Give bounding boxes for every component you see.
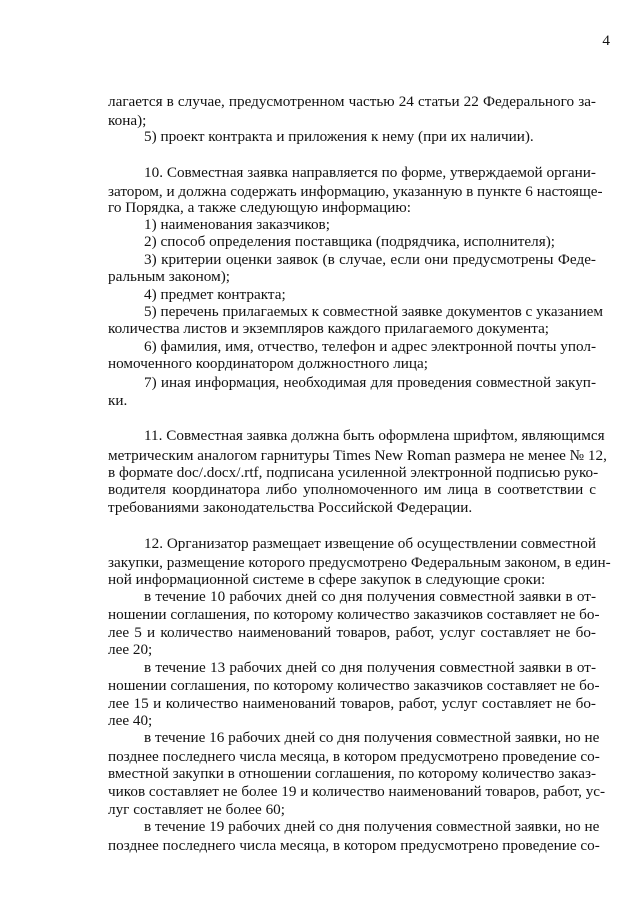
text-line: 3) критерии оценки заявок (в случае, если они предусмотрены Феде- [144,251,596,268]
page-number: 4 [602,32,610,49]
text-line: 12. Организатор размещает извещение об осуществлении совместной [144,535,596,552]
text-line: 5) перечень прилагаемых к совместной заявке документов с указанием [144,303,603,320]
text-line: вместной закупки в отношении соглашения, по которому количество заказ- [108,765,596,782]
text-line: лее 5 и количество наименований товаров, работ, услуг составляет не бо- [108,624,596,641]
text-line: ношении соглашения, по которому количество заказчиков составляет не бо- [108,606,600,623]
text-line: позднее последнего числа месяца, в котором предусмотрено проведение со- [108,837,600,854]
text-line: метрическим аналогом гарнитуры Times New Roman размера не менее № 12, [108,447,607,464]
text-line: в течение 10 рабочих дней со дня получения совместной заявки в от- [144,588,596,605]
text-line: в течение 16 рабочих дней со дня получения совместной заявки, но не [144,729,600,746]
text-line: 7) иная информация, необходимая для проведения совместной закуп- [144,374,596,391]
text-line: чиков составляет не более 19 и количество наименований товаров, работ, ус- [108,783,606,800]
text-line: закупки, размещение которого предусмотрено Федеральным законом, в един- [108,554,611,571]
text-line: 4) предмет контракта; [144,286,286,303]
text-line: лагается в случае, предусмотренном частью 24 статьи 22 Федерального за- [108,93,596,110]
text-line: лее 15 и количество наименований товаров, работ, услуг составляет не бо- [108,695,596,712]
text-line: 10. Совместная заявка направляется по форме, утверждаемой органи- [144,164,596,181]
text-line: количества листов и экземпляров каждого прилагаемого документа; [108,320,550,337]
text-line: в течение 13 рабочих дней со дня получения совместной заявки в от- [144,659,596,676]
text-line: ральным законом); [108,268,230,285]
text-line: в течение 19 рабочих дней со дня получения совместной заявки, но не [144,818,600,835]
text-line: 2) способ определения поставщика (подрядчика, исполнителя); [144,233,555,250]
text-line: затором, и должна содержать информацию, указанную в пункте 6 настояще- [108,183,603,200]
text-line: требованиями законодательства Российской Федерации. [108,499,473,516]
text-line: го Порядка, а также следующую информацию: [108,199,411,216]
text-line: ношении соглашения, по которому количество заказчиков составляет не бо- [108,677,600,694]
text-line: луг составляет не более 60; [108,801,285,818]
text-line: лее 20; [108,641,153,658]
text-line: 11. Совместная заявка должна быть оформлена шрифтом, являющимся [144,427,605,444]
text-line: 6) фамилия, имя, отчество, телефон и адрес электронной почты упол- [144,338,596,355]
text-line: ки. [108,392,128,409]
text-line: ной информационной системе в сфере закупок в следующие сроки: [108,571,546,588]
text-line: позднее последнего числа месяца, в котором предусмотрено проведение со- [108,748,600,765]
text-line: 5) проект контракта и приложения к нему (при их наличии). [144,128,534,145]
text-line: 1) наименования заказчиков; [144,216,330,233]
text-line: лее 40; [108,712,153,729]
text-line: водителя координатора либо уполномоченного им лица в соответствии с [108,481,596,498]
text-line: в формате doc/.docx/.rtf, подписана усиленной электронной подписью руко- [108,464,599,481]
text-line: кона); [108,112,147,129]
text-line: номоченного координатором должностного лица; [108,355,428,372]
